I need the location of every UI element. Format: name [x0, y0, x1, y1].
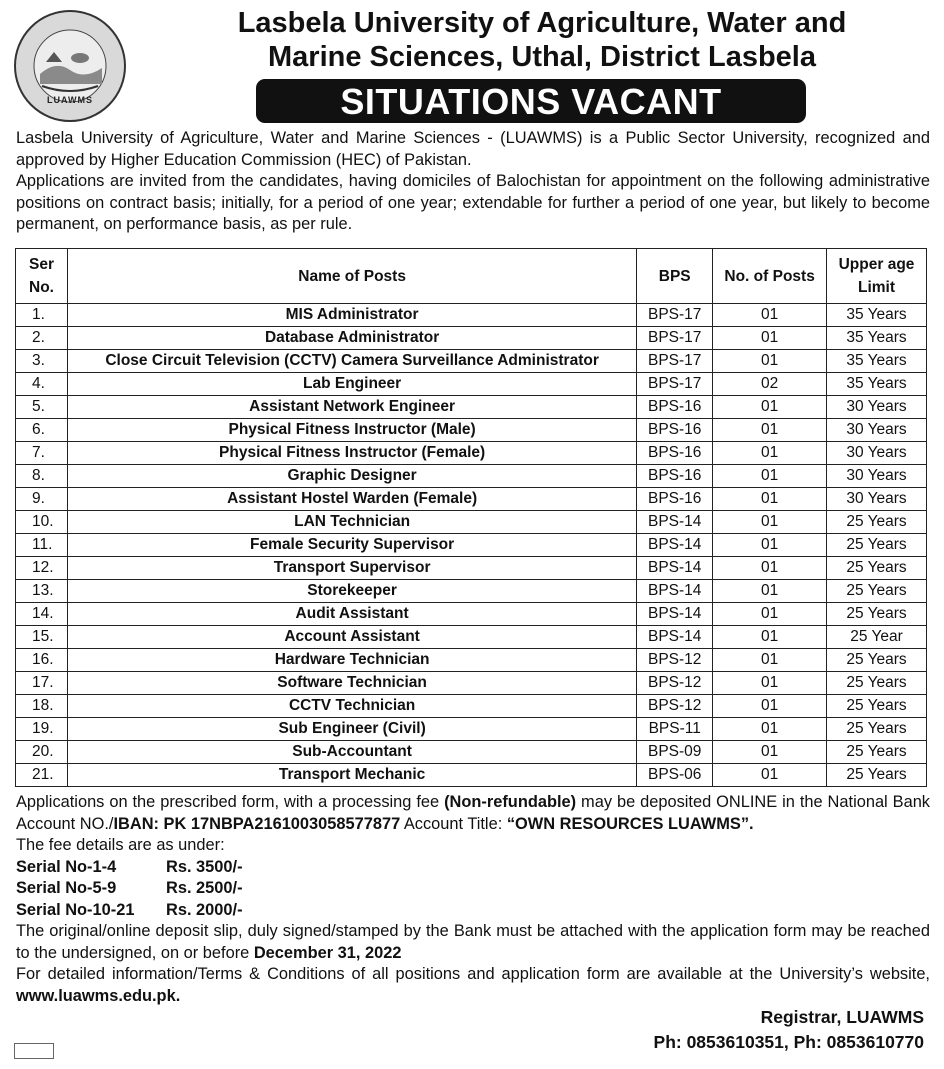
row-ser-no: 1. — [16, 304, 68, 327]
row-age-limit: 30 Years — [827, 442, 927, 465]
row-bps: BPS-17 — [637, 350, 713, 373]
row-post-name: Software Technician — [67, 672, 636, 695]
row-age-limit: 25 Year — [827, 626, 927, 649]
university-logo — [14, 10, 126, 122]
row-ser-no: 2. — [16, 327, 68, 350]
row-age-limit: 30 Years — [827, 419, 927, 442]
row-no-of-posts: 01 — [713, 419, 827, 442]
fee-text-2: may be deposited ONLINE in the National Bank Account NO./ — [16, 793, 931, 833]
row-post-name: Close Circuit Television (CCTV) Camera Surveillance Administrator — [67, 350, 636, 373]
deposit-slip-text: The original/online deposit slip, duly signed/stamped by the Bank must be attached with the application form may be reached to the undersigned, on or before — [16, 922, 930, 962]
row-age-limit: 35 Years — [827, 327, 927, 350]
row-age-limit: 25 Years — [827, 649, 927, 672]
row-age-limit: 30 Years — [827, 396, 927, 419]
row-age-limit: 25 Years — [827, 718, 927, 741]
table-row — [16, 488, 927, 511]
row-bps: BPS-14 — [637, 534, 713, 557]
row-post-name: Database Administrator — [67, 327, 636, 350]
posts-table-body — [16, 304, 927, 787]
row-no-of-posts: 01 — [713, 718, 827, 741]
row-ser-no: 7. — [16, 442, 68, 465]
website-text: For detailed information/Terms & Conditions of all positions and application form are available at the University’s website, — [16, 965, 930, 983]
row-ser-no: 13. — [16, 580, 68, 603]
header-ser-no: Ser No. — [16, 249, 68, 304]
title-line-1: Lasbela University of Agriculture, Water and — [237, 7, 847, 39]
table-row — [16, 350, 927, 373]
row-bps: BPS-12 — [637, 695, 713, 718]
row-no-of-posts: 01 — [713, 695, 827, 718]
fee-serial-label: Serial No-5-9 — [16, 879, 117, 897]
row-ser-no: 18. — [16, 695, 68, 718]
row-age-limit: 30 Years — [827, 488, 927, 511]
row-ser-no: 5. — [16, 396, 68, 419]
fee-row — [16, 878, 930, 900]
row-no-of-posts: 01 — [713, 580, 827, 603]
row-no-of-posts: 01 — [713, 649, 827, 672]
row-bps: BPS-14 — [637, 580, 713, 603]
row-post-name: Storekeeper — [67, 580, 636, 603]
row-bps: BPS-12 — [637, 672, 713, 695]
row-age-limit: 25 Years — [827, 695, 927, 718]
row-no-of-posts: 01 — [713, 741, 827, 764]
row-bps: BPS-16 — [637, 488, 713, 511]
row-no-of-posts: 01 — [713, 557, 827, 580]
table-row — [16, 419, 927, 442]
row-post-name: Hardware Technician — [67, 649, 636, 672]
row-bps: BPS-16 — [637, 396, 713, 419]
row-ser-no: 21. — [16, 764, 68, 787]
table-row — [16, 626, 927, 649]
row-ser-no: 8. — [16, 465, 68, 488]
row-age-limit: 25 Years — [827, 764, 927, 787]
fee-serial-label: Serial No-1-4 — [16, 857, 117, 876]
row-no-of-posts: 01 — [713, 327, 827, 350]
row-no-of-posts: 01 — [713, 304, 827, 327]
table-row — [16, 373, 927, 396]
table-row — [16, 580, 927, 603]
row-bps: BPS-17 — [637, 304, 713, 327]
row-post-name: Physical Fitness Instructor (Female) — [67, 442, 636, 465]
table-row — [16, 465, 927, 488]
row-post-name: Transport Supervisor — [67, 557, 636, 580]
row-ser-no: 15. — [16, 626, 68, 649]
row-bps: BPS-14 — [637, 511, 713, 534]
row-age-limit: 35 Years — [827, 304, 927, 327]
row-bps: BPS-17 — [637, 373, 713, 396]
row-ser-no: 6. — [16, 419, 68, 442]
university-title — [150, 6, 934, 74]
fee-amount: Rs. 2500/- — [166, 879, 243, 897]
row-post-name: Sub-Accountant — [67, 741, 636, 764]
row-bps: BPS-17 — [637, 327, 713, 350]
row-ser-no: 19. — [16, 718, 68, 741]
registrar-title: Registrar, LUAWMS — [760, 1007, 924, 1027]
fee-amount: Rs. 2000/- — [166, 900, 243, 919]
title-line-2: Marine Sciences, Uthal, District Lasbela — [268, 41, 816, 73]
row-post-name: Graphic Designer — [67, 465, 636, 488]
row-no-of-posts: 01 — [713, 534, 827, 557]
row-ser-no: 17. — [16, 672, 68, 695]
row-post-name: LAN Technician — [67, 511, 636, 534]
row-bps: BPS-16 — [637, 465, 713, 488]
row-bps: BPS-12 — [637, 649, 713, 672]
header-name-of-posts: Name of Posts — [67, 249, 636, 304]
table-row — [16, 718, 927, 741]
row-no-of-posts: 01 — [713, 511, 827, 534]
row-age-limit: 35 Years — [827, 373, 927, 396]
iban-text: IBAN: PK 17NBPA2161003058577877 — [113, 814, 401, 833]
row-ser-no: 12. — [16, 557, 68, 580]
table-row — [16, 534, 927, 557]
fee-amount: Rs. 3500/- — [166, 857, 243, 876]
row-no-of-posts: 01 — [713, 442, 827, 465]
table-row — [16, 511, 927, 534]
account-title-text: “OWN RESOURCES LUAWMS”. — [506, 814, 754, 833]
row-post-name: Assistant Hostel Warden (Female) — [67, 488, 636, 511]
row-age-limit: 25 Years — [827, 580, 927, 603]
registrar-phone: Ph: 0853610351, Ph: 0853610770 — [653, 1032, 924, 1052]
row-bps: BPS-16 — [637, 442, 713, 465]
row-age-limit: 25 Years — [827, 672, 927, 695]
row-post-name: Audit Assistant — [67, 603, 636, 626]
table-row — [16, 672, 927, 695]
table-row — [16, 695, 927, 718]
table-row — [16, 603, 927, 626]
intro-paragraph-1: Lasbela University of Agriculture, Water and Marine Sciences - (LUAWMS) is a Public Sector University, recognized and approved by Higher Education Commission (HEC) of Pakistan. — [16, 129, 930, 169]
table-row — [16, 304, 927, 327]
logo-abbreviation: LUAWMS — [47, 95, 93, 105]
table-row — [16, 396, 927, 419]
row-age-limit: 25 Years — [827, 534, 927, 557]
row-post-name: Sub Engineer (Civil) — [67, 718, 636, 741]
row-ser-no: 10. — [16, 511, 68, 534]
fee-details-heading: The fee details are as under: — [16, 836, 225, 854]
table-row — [16, 649, 927, 672]
row-no-of-posts: 02 — [713, 373, 827, 396]
row-ser-no: 9. — [16, 488, 68, 511]
row-post-name: Physical Fitness Instructor (Male) — [67, 419, 636, 442]
row-no-of-posts: 01 — [713, 396, 827, 419]
non-refundable-text: (Non-refundable) — [444, 793, 577, 811]
fee-deposit-paragraph — [16, 792, 930, 835]
table-row — [16, 764, 927, 787]
intro-text — [16, 128, 930, 236]
row-no-of-posts: 01 — [713, 672, 827, 695]
row-age-limit: 25 Years — [827, 511, 927, 534]
row-no-of-posts: 01 — [713, 350, 827, 373]
row-age-limit: 25 Years — [827, 741, 927, 764]
row-bps: BPS-14 — [637, 557, 713, 580]
intro-paragraph-2: Applications are invited from the candidates, having domiciles of Balochistan for appointment on the following administrative positions on contract basis; initially, for a period of one year; extendable for further a period of one year, but likely to become permanent, on performance basis, as per rule. — [16, 172, 930, 233]
row-post-name: Female Security Supervisor — [67, 534, 636, 557]
row-post-name: Account Assistant — [67, 626, 636, 649]
row-age-limit: 30 Years — [827, 465, 927, 488]
table-row — [16, 442, 927, 465]
row-age-limit: 25 Years — [827, 557, 927, 580]
situations-vacant-banner: SITUATIONS VACANT — [256, 79, 806, 123]
row-no-of-posts: 01 — [713, 603, 827, 626]
row-ser-no: 14. — [16, 603, 68, 626]
deposit-slip-paragraph — [16, 921, 930, 964]
row-ser-no: 16. — [16, 649, 68, 672]
publication-stamp-icon — [14, 1043, 54, 1059]
row-bps: BPS-14 — [637, 626, 713, 649]
website-link[interactable]: www.luawms.edu.pk. — [16, 986, 181, 1005]
application-instructions — [16, 792, 930, 1007]
header-upper-age-limit: Upper age Limit — [827, 249, 927, 304]
table-row — [16, 557, 927, 580]
row-bps: BPS-09 — [637, 741, 713, 764]
row-ser-no: 20. — [16, 741, 68, 764]
row-bps: BPS-16 — [637, 419, 713, 442]
row-no-of-posts: 01 — [713, 488, 827, 511]
header-no-of-posts: No. of Posts — [713, 249, 827, 304]
row-post-name: CCTV Technician — [67, 695, 636, 718]
registrar-signature-block — [654, 1005, 924, 1055]
row-age-limit: 35 Years — [827, 350, 927, 373]
row-bps: BPS-06 — [637, 764, 713, 787]
row-bps: BPS-11 — [637, 718, 713, 741]
row-no-of-posts: 01 — [713, 764, 827, 787]
posts-table — [15, 248, 927, 787]
row-age-limit: 25 Years — [827, 603, 927, 626]
fee-row — [16, 857, 930, 879]
table-row — [16, 741, 927, 764]
fee-text-1: Applications on the prescribed form, with a processing fee — [16, 793, 445, 811]
row-post-name: Lab Engineer — [67, 373, 636, 396]
fee-row — [16, 900, 930, 922]
row-post-name: Transport Mechanic — [67, 764, 636, 787]
row-no-of-posts: 01 — [713, 465, 827, 488]
row-no-of-posts: 01 — [713, 626, 827, 649]
row-post-name: MIS Administrator — [67, 304, 636, 327]
table-row — [16, 327, 927, 350]
fee-text-3: Account Title: — [400, 814, 507, 833]
row-ser-no: 3. — [16, 350, 68, 373]
row-ser-no: 4. — [16, 373, 68, 396]
row-bps: BPS-14 — [637, 603, 713, 626]
website-paragraph — [16, 964, 930, 1007]
deadline-date: December 31, 2022 — [253, 943, 402, 962]
fee-serial-label: Serial No-10-21 — [16, 900, 135, 919]
table-header-row — [16, 249, 927, 304]
row-ser-no: 11. — [16, 534, 68, 557]
row-post-name: Assistant Network Engineer — [67, 396, 636, 419]
header-bps: BPS — [637, 249, 713, 304]
